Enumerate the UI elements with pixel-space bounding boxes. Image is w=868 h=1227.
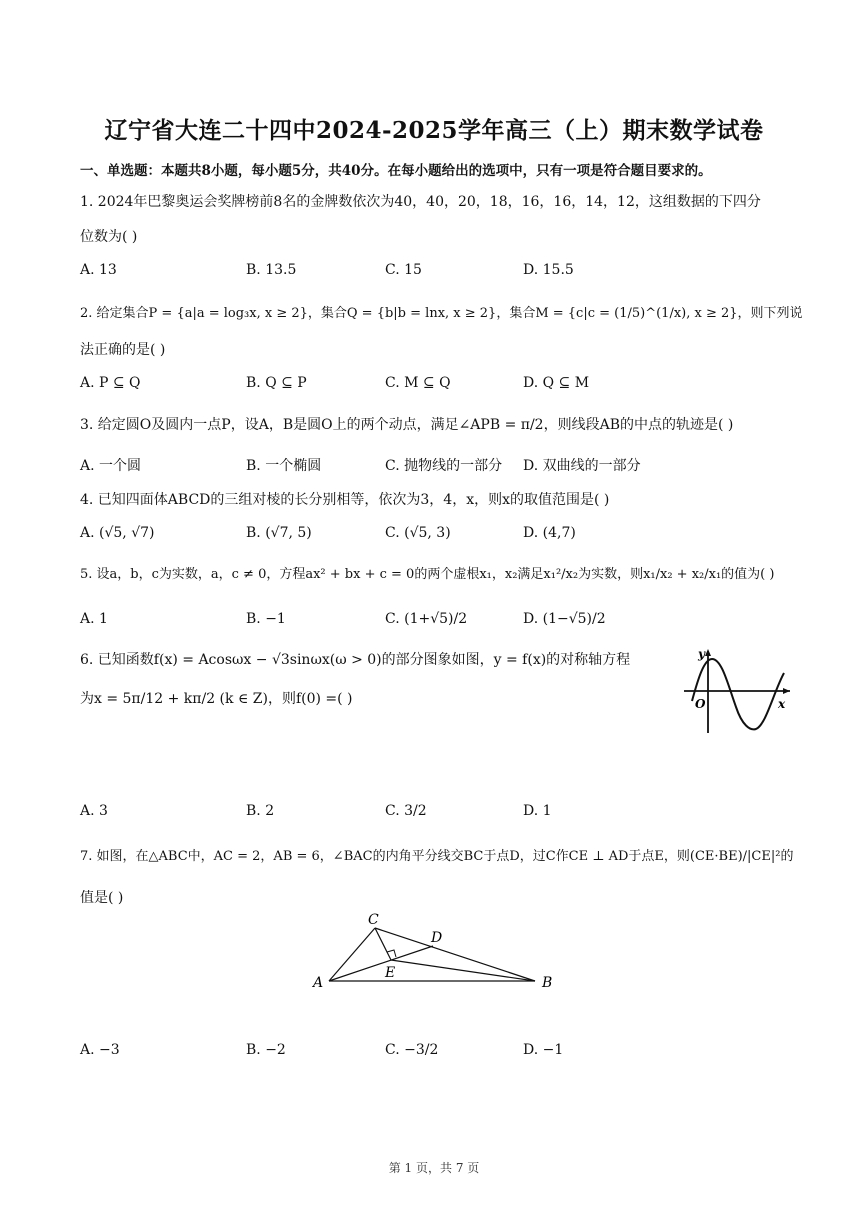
q7-option-d: D. −1 [523, 1042, 564, 1058]
q3-option-d: D. 双曲线的一部分 [523, 458, 641, 474]
q6-stem: 6. 已知函数f(x) = Acosωx − √3sinωx(ω > 0)的部分图象如图，y = f(x)的对称轴方程 [80, 652, 631, 668]
label-c: C [368, 912, 379, 928]
q6-option-d: D. 1 [523, 803, 552, 819]
q2-stem-cont: 法正确的是( ) [80, 342, 166, 358]
q3-stem: 3. 给定圆O及圆内一点P，设A，B是圆O上的两个动点，满足∠APB = π/2，则线段AB的中点的轨迹是( ) [80, 417, 734, 433]
q4-option-a: A. (√5, √7) [80, 525, 155, 541]
label-a: A [313, 975, 324, 991]
q7-option-b: B. −2 [246, 1042, 286, 1058]
q4-stem: 4. 已知四面体ABCD的三组对棱的长分别相等，依次为3，4，x，则x的取值范围是( ) [80, 492, 610, 508]
q7-option-a: A. −3 [80, 1042, 120, 1058]
q2-option-b: B. Q ⊆ P [246, 375, 307, 391]
q3-option-b: B. 一个椭圆 [246, 458, 322, 474]
q4-option-d: D. (4,7) [523, 525, 576, 541]
q6-sine-graph [678, 645, 796, 737]
q5-stem: 5. 设a，b，c为实数，a，c ≠ 0，方程ax² + bx + c = 0的两个虚根x₁，x₂满足x₁²/x₂为实数，则x₁/x₂ + x₂/x₁的值为( ) [80, 567, 775, 582]
q2-option-a: A. P ⊆ Q [80, 375, 141, 391]
segment-eb [391, 960, 535, 981]
q6-stem-cont: 为x = 5π/12 + kπ/2 (k ∈ Z)，则f(0) =( ) [80, 691, 353, 707]
q3-option-a: A. 一个圆 [80, 458, 142, 474]
section-heading: 一、单选题：本题共8小题，每小题5分，共40分。在每小题给出的选项中，只有一项是符合题目要求的。 [80, 163, 712, 179]
segment-cb [375, 928, 535, 981]
label-e: E [385, 965, 396, 981]
q2-stem: 2. 给定集合P = {a|a = log₃x, x ≥ 2}，集合Q = {b|b = lnx, x ≥ 2}，集合M = {c|c = (1/5)^(1/x), x ≥ 2}，则下列说 [80, 306, 803, 321]
q7-option-c: C. −3/2 [385, 1042, 439, 1058]
q7-triangle-figure [305, 905, 565, 1000]
q6-option-a: A. 3 [80, 803, 108, 819]
q1-stem-cont: 位数为( ) [80, 229, 138, 245]
q6-option-b: B. 2 [246, 803, 275, 819]
q2-option-d: D. Q ⊆ M [523, 375, 590, 391]
q1-option-a: A. 13 [80, 262, 117, 278]
q7-stem-cont: 值是( ) [80, 890, 124, 906]
q3-option-c: C. 抛物线的一部分 [385, 458, 503, 474]
q1-stem: 1. 2024年巴黎奥运会奖牌榜前8名的金牌数依次为40，40，20，18，16，16，14，12，这组数据的下四分 [80, 194, 761, 210]
q4-option-c: C. (√5, 3) [385, 525, 451, 541]
q1-option-c: C. 15 [385, 262, 422, 278]
q1-option-b: B. 13.5 [246, 262, 297, 278]
q5-option-b: B. −1 [246, 611, 286, 627]
q5-option-d: D. (1−√5)/2 [523, 611, 606, 627]
sine-curve [692, 659, 784, 729]
q5-option-a: A. 1 [80, 611, 108, 627]
x-axis-label: x [778, 697, 786, 711]
page-title: 辽宁省大连二十四中2024-2025学年高三（上）期末数学试卷 [104, 117, 764, 144]
page-footer: 第 1 页，共 7 页 [388, 1161, 480, 1175]
label-b: B [542, 975, 553, 991]
y-axis-arrow-icon [705, 649, 711, 656]
x-axis-arrow-icon [783, 688, 790, 694]
q6-option-c: C. 3/2 [385, 803, 427, 819]
q7-stem: 7. 如图，在△ABC中，AC = 2，AB = 6，∠BAC的内角平分线交BC于点D，过C作CE ⊥ AD于点E，则(CE·BE)/|CE|²的 [80, 849, 794, 864]
q1-option-d: D. 15.5 [523, 262, 574, 278]
y-axis-label: y [698, 647, 705, 661]
q5-option-c: C. (1+√5)/2 [385, 611, 468, 627]
label-d: D [431, 930, 443, 946]
q4-option-b: B. (√7, 5) [246, 525, 312, 541]
q2-option-c: C. M ⊆ Q [385, 375, 451, 391]
origin-label: O [695, 697, 706, 711]
